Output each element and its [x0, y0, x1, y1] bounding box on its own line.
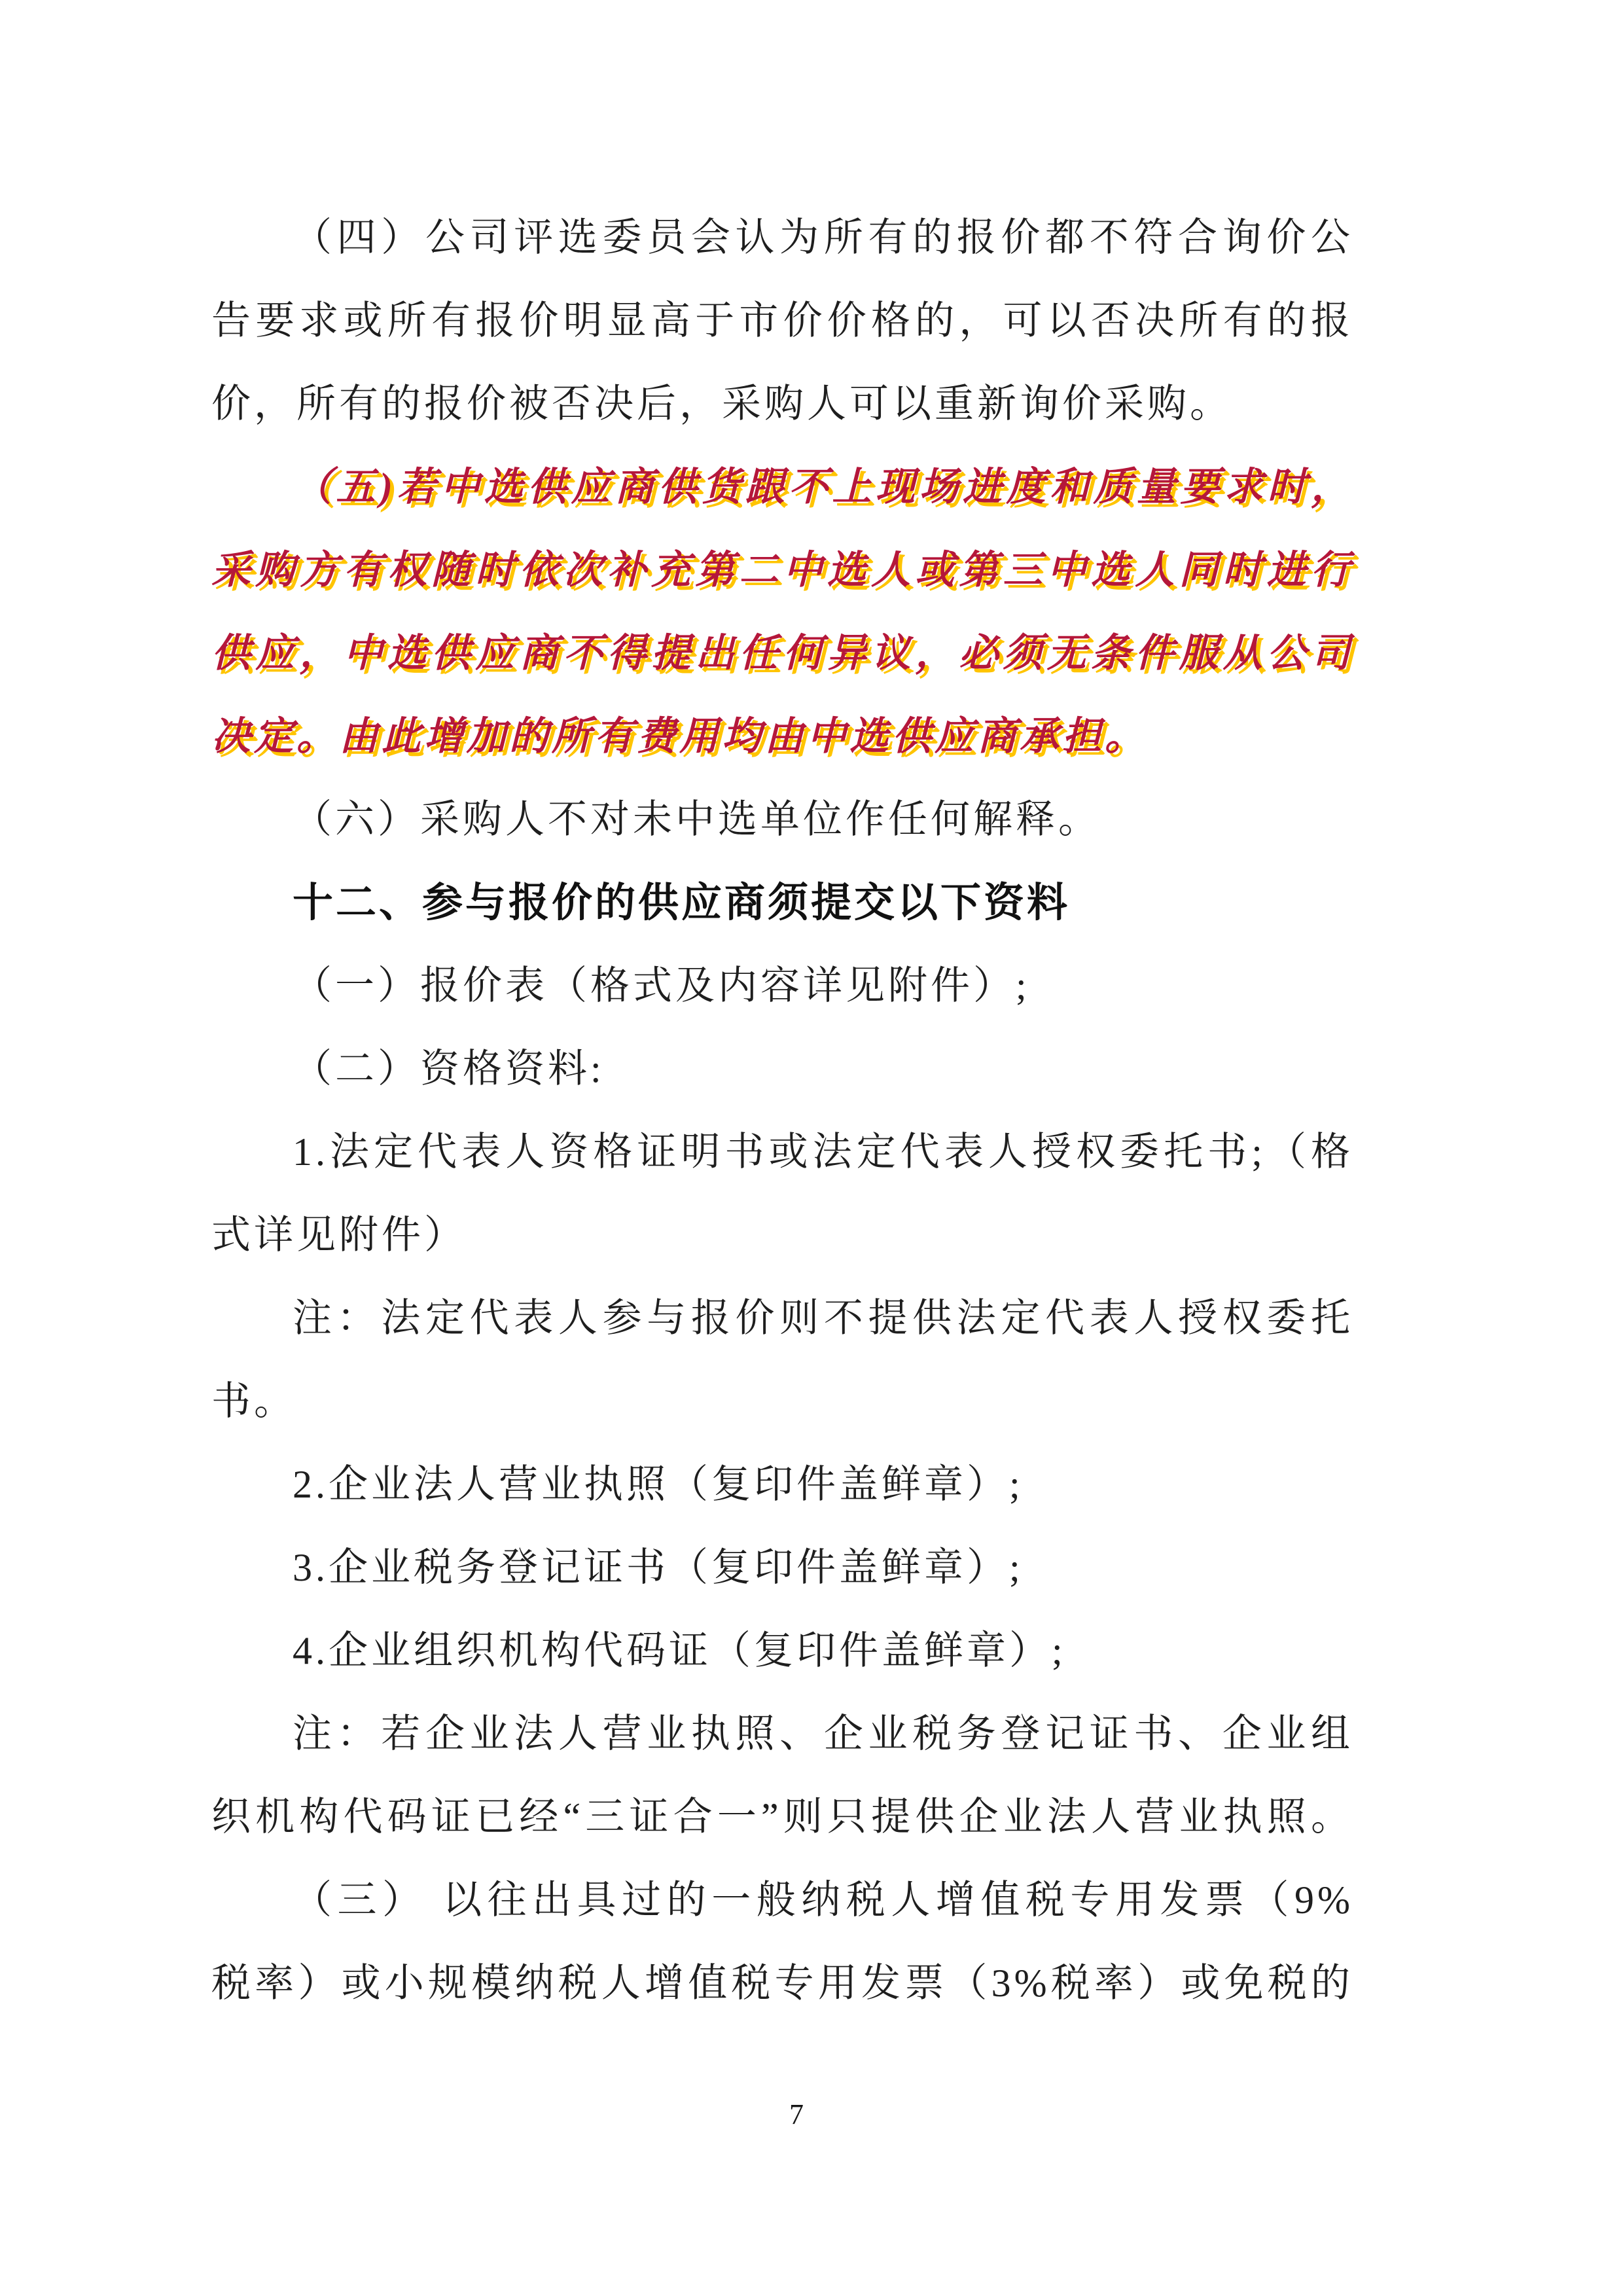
paragraph-line: 4.企业组织机构代码证（复印件盖鲜章）; — [293, 1629, 1066, 1672]
paragraph-line: 织机构代码证已经“三证合一”则只提供企业法人营业执照。 — [211, 1795, 1353, 1839]
paragraph-line: 价，所有的报价被否决后，采购人可以重新询价采购。 — [211, 382, 1232, 425]
page-number: 7 — [789, 2098, 804, 2130]
section-heading: 十二、参与报价的供应商须提交以下资料 — [293, 880, 1071, 925]
paragraph-line: 注：法定代表人参与报价则不提供法定代表人授权委托 — [293, 1297, 1353, 1340]
paragraph-line: （三） 以往出具过的一般纳税人增值税专用发票（9% — [293, 1878, 1353, 1922]
highlight-line: （五)若中选供应商供货跟不上现场进度和质量要求时， — [293, 465, 1353, 509]
paragraph-line: （六）采购人不对未中选单位作任何解释。 — [293, 798, 1101, 841]
paragraph-line: （二）资格资料: — [293, 1047, 605, 1090]
highlight-line: 决定。由此增加的所有费用均由中选供应商承担。 — [211, 715, 1147, 758]
document-body — [211, 196, 1353, 2025]
paragraph-line: 3.企业税务登记证书（复印件盖鲜章）; — [293, 1546, 1024, 1589]
paragraph-line: 式详见附件） — [211, 1213, 467, 1257]
paragraph-line: 书。 — [211, 1380, 296, 1423]
paragraph-line: （一）报价表（格式及内容详见附件）; — [293, 964, 1030, 1007]
paragraph-line: 2.企业法人营业执照（复印件盖鲜章）; — [293, 1463, 1024, 1506]
paragraph-line: 告要求或所有报价明显高于市价价格的，可以否决所有的报 — [211, 299, 1353, 342]
highlight-line: 供应，中选供应商不得提出任何异议，必须无条件服从公司 — [211, 632, 1353, 675]
highlight-line: 采购方有权随时依次补充第二中选人或第三中选人同时进行 — [211, 548, 1353, 592]
paragraph-line: 注：若企业法人营业执照、企业税务登记证书、企业组 — [293, 1712, 1353, 1755]
paragraph-line: 税率）或小规模纳税人增值税专用发票（3%税率）或免税的 — [211, 1962, 1353, 2005]
paragraph-line: 1.法定代表人资格证明书或法定代表人授权委托书;（格 — [293, 1130, 1353, 1174]
paragraph-line: （四）公司评选委员会认为所有的报价都不符合询价公 — [293, 216, 1353, 259]
